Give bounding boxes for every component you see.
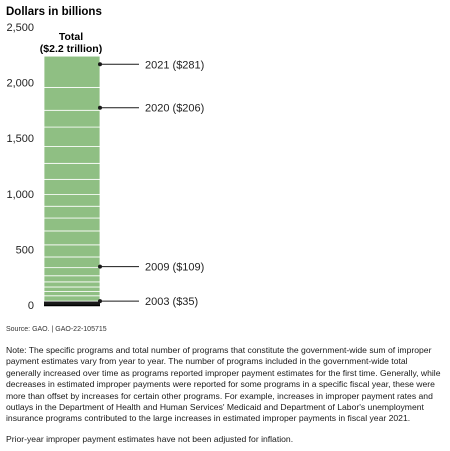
callout-label: 2009 ($109): [145, 261, 205, 274]
bar-segment: [44, 163, 100, 179]
stacked-bar: [44, 56, 100, 305]
y-tick-label: 0: [27, 300, 34, 312]
y-tick-label: 1,500: [6, 133, 34, 146]
bar-segment: [44, 87, 100, 110]
bar-segment: [44, 287, 100, 292]
chart-note: Note: The specific programs and total number of programs that constitute the government-wide sum of improper payment estimates vary from year to year. The number of programs included in the government-wide total generally increased over time as programs reported improper payment estimates for the first time. Generally, while decreases in estimated improper payments were reported for some programs in a specific fiscal year, these were more than offset by increases for certain other programs. For example, increases in improper payment rates and outlays in the Department of Health and Human Services' Medicaid and Department of Labor's unemployment insurance programs contributed to the large increases in estimated improper payments in fiscal year 2021.: [6, 345, 441, 424]
inflation-note: Prior-year improper payment estimates have not been adjusted for inflation.: [6, 434, 294, 444]
y-tick-label: 1,000: [6, 188, 34, 201]
bar-segment: [44, 282, 100, 287]
bar-segment: [44, 292, 100, 296]
y-tick-label: 500: [15, 244, 34, 257]
bar-segment: [44, 56, 100, 87]
bar-segment: [44, 245, 100, 257]
bar-segment: [44, 296, 100, 301]
bar-segment: [44, 206, 100, 218]
callouts: [98, 59, 204, 308]
bar-segment: [44, 179, 100, 194]
y-axis: [6, 22, 34, 312]
source-line: Source: GAO. | GAO-22-105715: [6, 326, 107, 333]
y-tick-label: 2,000: [6, 77, 34, 90]
bar-segment: [44, 110, 100, 127]
callout-label: 2021 ($281): [145, 59, 205, 72]
callout-label: 2020 ($206): [145, 102, 205, 115]
bar-segment: [44, 147, 100, 164]
chart-title: Dollars in billions: [6, 6, 102, 18]
total-label-line1: Total: [58, 31, 84, 43]
bar-segment: [44, 195, 100, 207]
bar-segment: [44, 257, 100, 268]
y-tick-label: 2,500: [6, 22, 34, 34]
bar-segment: [44, 231, 100, 245]
total-label-line2: ($2.2 trillion): [39, 43, 103, 55]
bar-segment: [44, 127, 100, 146]
bar-segment: [44, 301, 100, 305]
bar-segment: [44, 218, 100, 231]
bar-segment: [44, 276, 100, 282]
bar-segment: [44, 268, 100, 276]
callout-label: 2003 ($35): [145, 296, 199, 309]
